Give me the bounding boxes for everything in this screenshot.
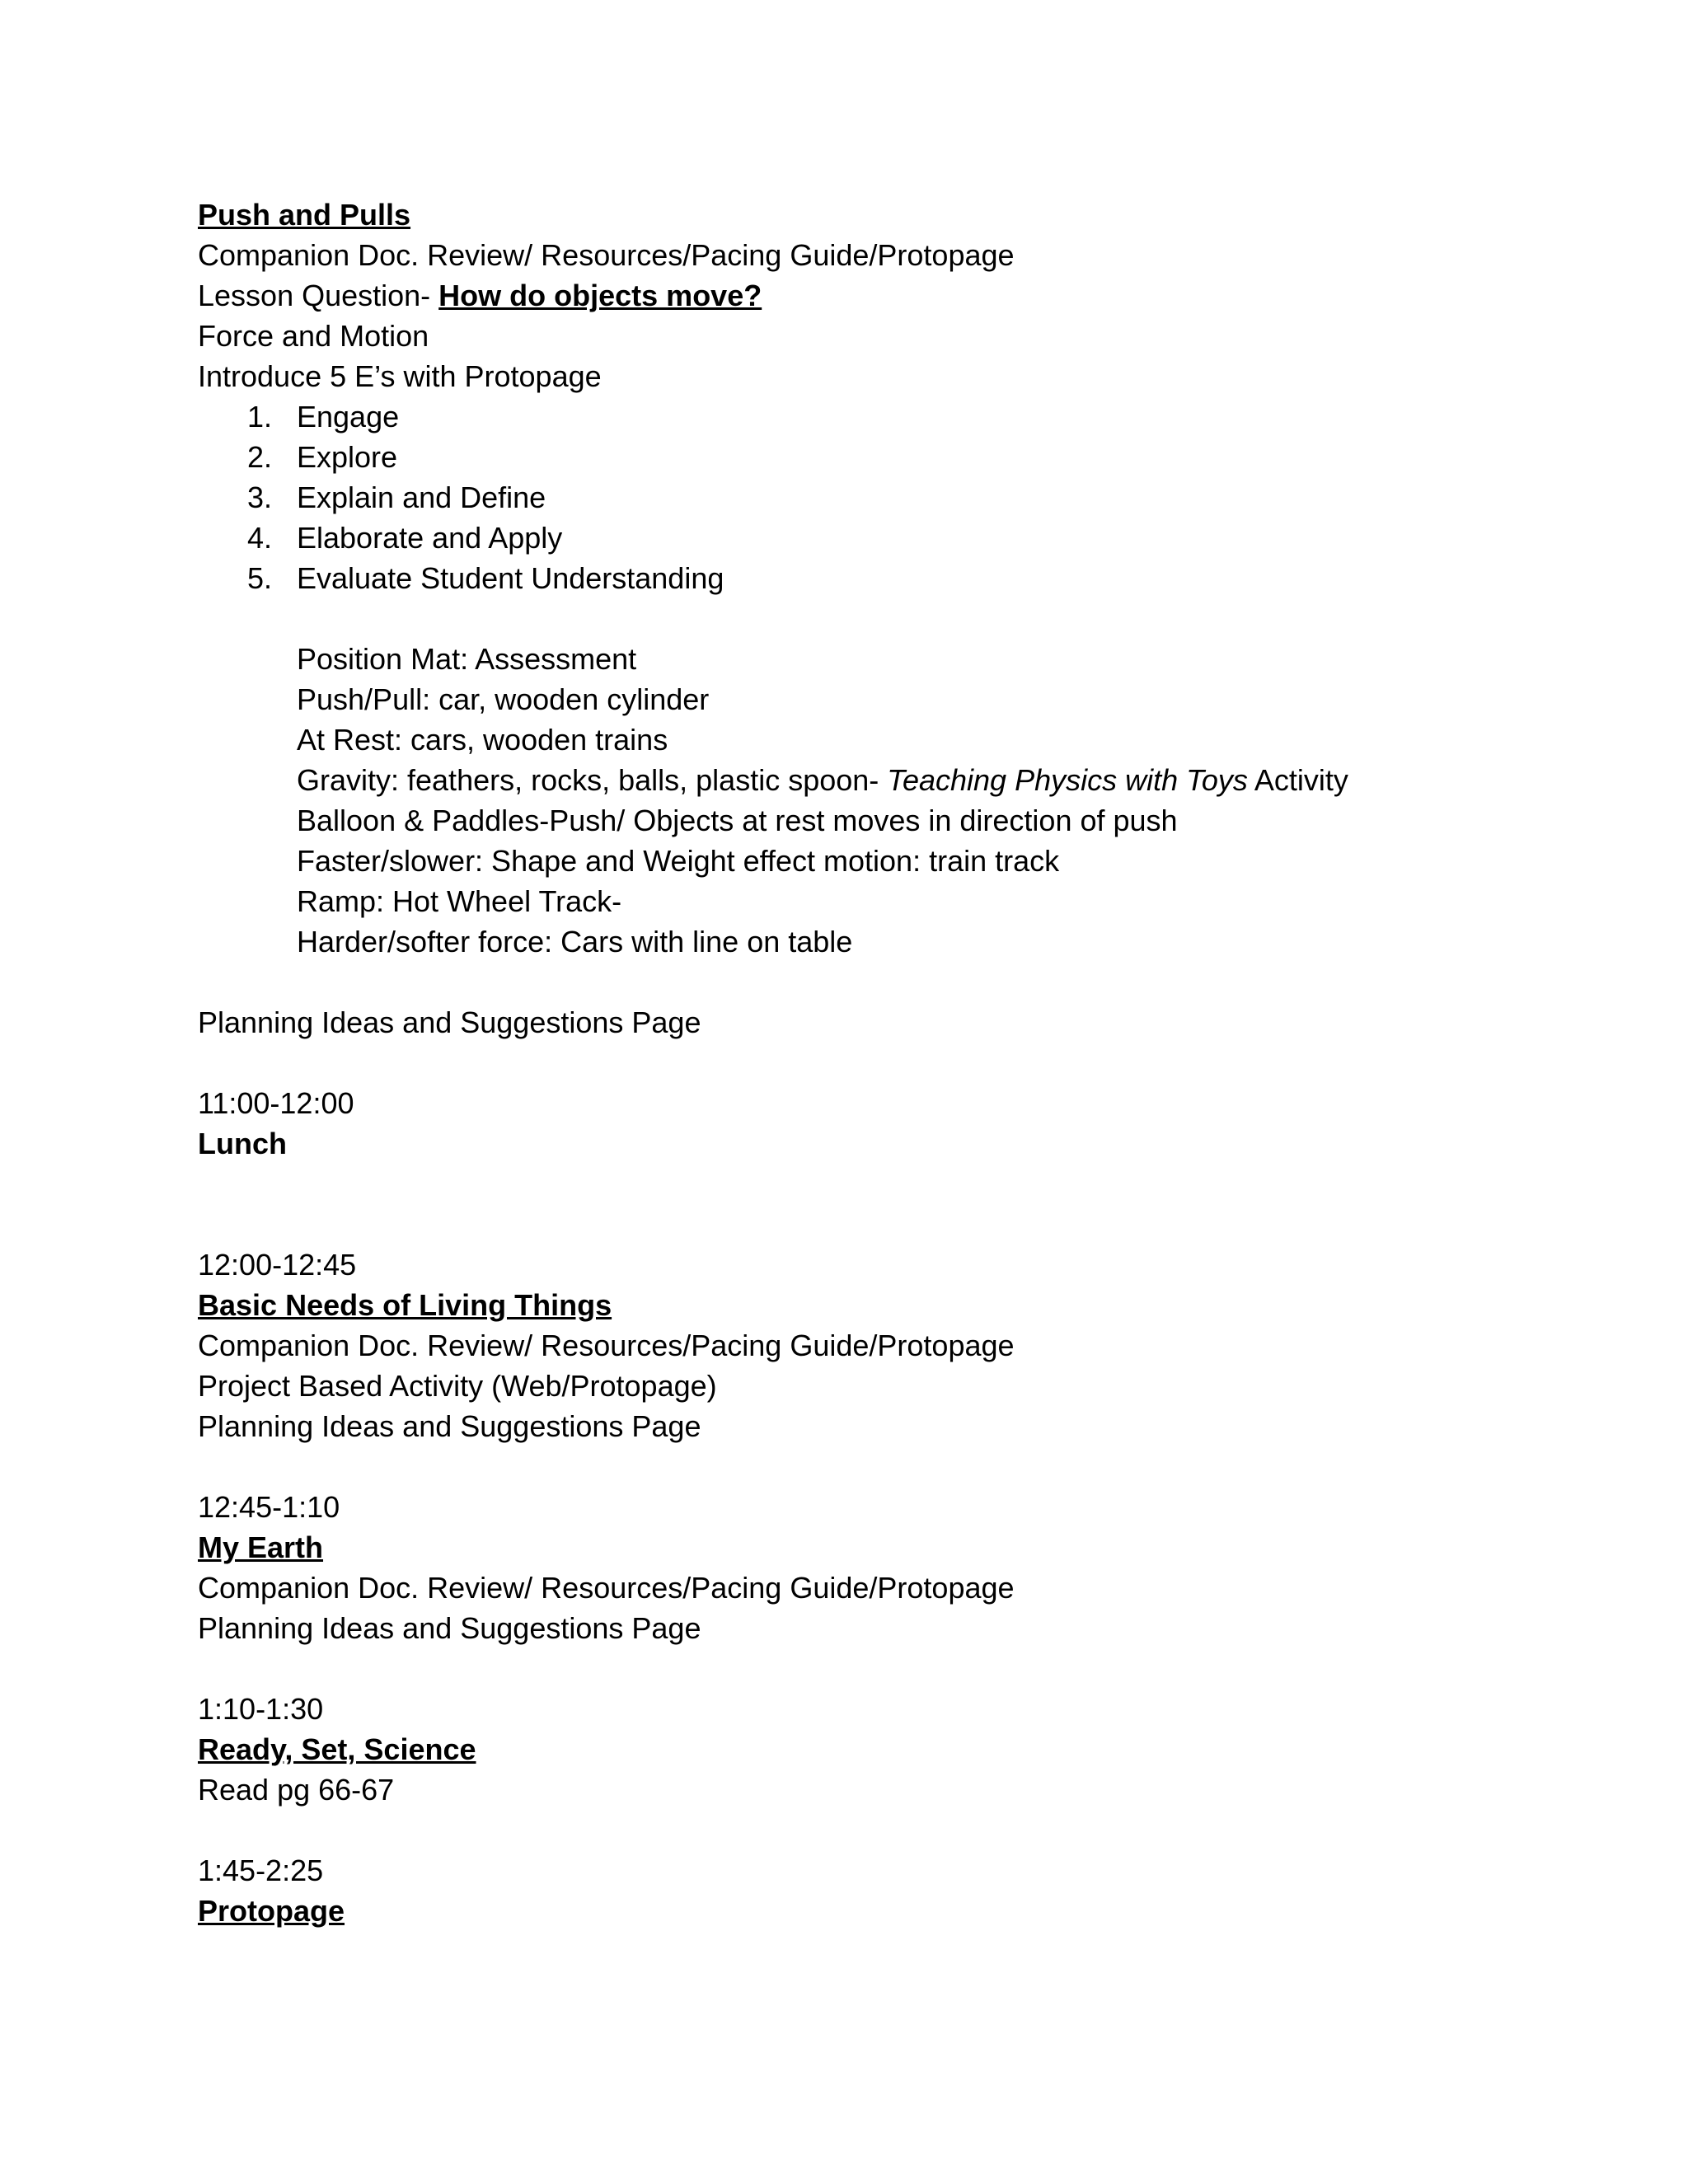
lunch-title: Lunch bbox=[198, 1127, 287, 1160]
spacer bbox=[198, 1810, 1599, 1850]
document-page bbox=[198, 194, 1599, 1931]
my-earth-companion: Companion Doc. Review/ Resources/Pacing Guide/Protopage bbox=[198, 1571, 1015, 1605]
push-pulls-planning: Planning Ideas and Suggestions Page bbox=[198, 1005, 701, 1039]
lesson-question: How do objects move? bbox=[438, 279, 762, 312]
push-pulls-section bbox=[198, 194, 1599, 1043]
lunch-time: 11:00-12:00 bbox=[198, 1086, 354, 1120]
list-label: Elaborate and Apply bbox=[297, 521, 563, 555]
activity-position-mat: Position Mat: Assessment bbox=[297, 642, 637, 676]
spacer bbox=[198, 1164, 1599, 1244]
gravity-suffix: Activity bbox=[1247, 763, 1348, 797]
ready-set-time: 1:10-1:30 bbox=[198, 1692, 324, 1726]
activity-push-pull: Push/Pull: car, wooden cylinder bbox=[297, 682, 710, 716]
my-earth-title: My Earth bbox=[198, 1530, 324, 1564]
protopage-title: Protopage bbox=[198, 1894, 345, 1928]
ready-set-section bbox=[198, 1689, 1599, 1810]
activity-faster-slower: Faster/slower: Shape and Weight effect motion: train track bbox=[297, 844, 1060, 878]
push-pulls-companion: Companion Doc. Review/ Resources/Pacing Guide/Protopage bbox=[198, 238, 1015, 272]
topic: Force and Motion bbox=[198, 319, 429, 353]
protopage-section bbox=[198, 1850, 1599, 1931]
list-label: Engage bbox=[297, 400, 400, 434]
ready-set-reading: Read pg 66-67 bbox=[198, 1773, 395, 1807]
lesson-question-line bbox=[198, 275, 1599, 316]
activities-block bbox=[198, 639, 1599, 962]
spacer bbox=[198, 1043, 1599, 1083]
list-number: 3. bbox=[247, 480, 273, 514]
activity-ramp: Ramp: Hot Wheel Track- bbox=[297, 884, 622, 918]
list-number: 4. bbox=[247, 521, 273, 555]
spacer bbox=[198, 1648, 1599, 1689]
gravity-prefix: Gravity: feathers, rocks, balls, plastic spoon- bbox=[297, 763, 888, 797]
ready-set-title: Ready, Set, Science bbox=[198, 1732, 476, 1766]
list-number: 1. bbox=[247, 400, 273, 434]
protopage-time: 1:45-2:25 bbox=[198, 1854, 324, 1887]
list-item bbox=[198, 396, 1599, 437]
list-item bbox=[198, 558, 1599, 598]
basic-needs-companion: Companion Doc. Review/ Resources/Pacing Guide/Protopage bbox=[198, 1329, 1015, 1362]
list-number: 2. bbox=[247, 440, 273, 474]
basic-needs-project: Project Based Activity (Web/Protopage) bbox=[198, 1369, 717, 1403]
activity-harder-softer: Harder/softer force: Cars with line on table bbox=[297, 925, 853, 958]
lesson-question-prefix: Lesson Question- bbox=[198, 279, 439, 312]
activity-gravity bbox=[297, 760, 1599, 800]
intro-5e: Introduce 5 E’s with Protopage bbox=[198, 359, 602, 393]
basic-needs-time: 12:00-12:45 bbox=[198, 1248, 357, 1282]
list-label: Explain and Define bbox=[297, 480, 546, 514]
list-label: Evaluate Student Understanding bbox=[297, 561, 724, 595]
gravity-book-title: Teaching Physics with Toys bbox=[887, 763, 1248, 797]
basic-needs-planning: Planning Ideas and Suggestions Page bbox=[198, 1409, 701, 1443]
lunch-section bbox=[198, 1083, 1599, 1164]
basic-needs-section bbox=[198, 1244, 1599, 1446]
list-item bbox=[198, 437, 1599, 477]
activity-at-rest: At Rest: cars, wooden trains bbox=[297, 723, 668, 757]
spacer bbox=[198, 598, 1599, 639]
list-number: 5. bbox=[247, 561, 273, 595]
basic-needs-title: Basic Needs of Living Things bbox=[198, 1288, 612, 1322]
list-item bbox=[198, 518, 1599, 558]
spacer bbox=[198, 1446, 1599, 1487]
my-earth-planning: Planning Ideas and Suggestions Page bbox=[198, 1611, 701, 1645]
list-label: Explore bbox=[297, 440, 398, 474]
activity-balloon: Balloon & Paddles-Push/ Objects at rest moves in direction of push bbox=[297, 804, 1178, 837]
five-e-list bbox=[198, 396, 1599, 598]
push-pulls-title: Push and Pulls bbox=[198, 198, 411, 232]
list-item bbox=[198, 477, 1599, 518]
spacer bbox=[198, 962, 1599, 1002]
my-earth-time: 12:45-1:10 bbox=[198, 1490, 340, 1524]
my-earth-section bbox=[198, 1487, 1599, 1648]
